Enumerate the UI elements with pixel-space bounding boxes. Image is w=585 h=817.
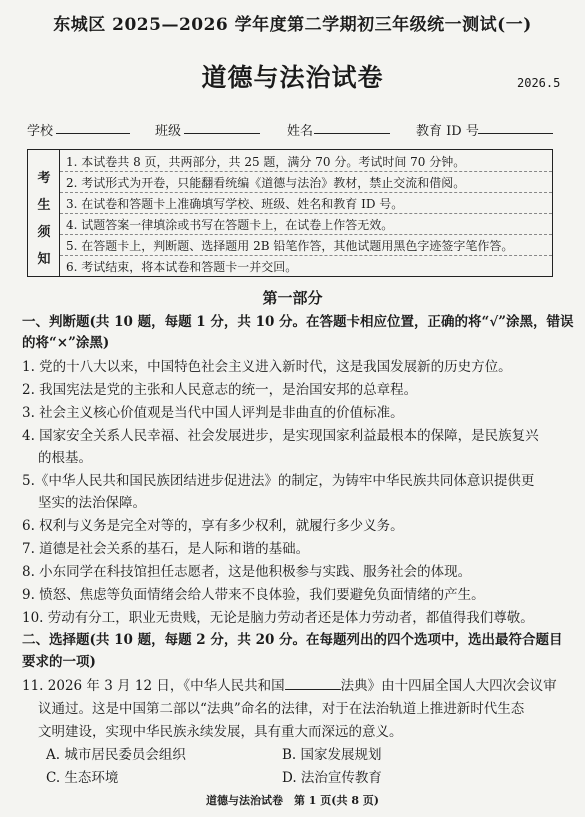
- edu-id-label: 教育 ID 号: [416, 124, 479, 139]
- notice-label-char: 考: [37, 171, 51, 186]
- school-line[interactable]: [56, 133, 130, 134]
- section-two-heading-cont: 要求的一项): [22, 654, 96, 670]
- notice-item: 2. 考试形式为开卷，只能翻看统编《道德与法治》教材，禁止交流和借阅。: [66, 176, 466, 190]
- question-4-cont: 的根基。: [38, 450, 92, 466]
- notice-item: 3. 在试卷和答题卡上准确填写学校、班级、姓名和教育 ID 号。: [66, 197, 404, 211]
- answer-blank: [285, 677, 341, 690]
- question-11-cont: 议通过。这是中国第二部以“法典”命名的法律，对于在法治轨道上推进新时代生态: [38, 701, 525, 717]
- question-11-text-b: 法典》由十四届全国人大四次会议审: [340, 678, 557, 694]
- name-line[interactable]: [314, 133, 390, 134]
- notice-divider: [60, 213, 552, 214]
- notice-label: [28, 150, 60, 276]
- question-1: 1. 党的十八大以来，中国特色社会主义进入新时代，这是我国发展新的历史方位。: [22, 359, 512, 375]
- page-footer: 道德与法治试卷 第 1 页(共 8 页): [205, 794, 380, 807]
- option-d: D. 法治宣传教育: [282, 770, 382, 786]
- section-two-heading: 二、选择题(共 10 题，每题 2 分，共 20 分。在每题列出的四个选项中，选出最符合题目: [22, 632, 563, 648]
- option-a: A. 城市居民委员会组织: [46, 747, 186, 763]
- exam-title: 东城区 2025—2026 学年度第二学期初三年级统一测试(一): [53, 15, 532, 35]
- question-3: 3. 社会主义核心价值观是当代中国人评判是非曲直的价值标准。: [22, 405, 404, 421]
- question-6: 6. 权利与义务是完全对等的，享有多少权利，就履行多少义务。: [22, 518, 404, 534]
- section-one-heading: 一、判断题(共 10 题，每题 1 分，共 10 分。在答题卡相应位置，正确的将“√”涂黑，错误: [22, 314, 574, 330]
- question-11-cont: 文明建设，实现中华民族永续发展，具有重大而深远的意义。: [38, 724, 403, 740]
- option-b: B. 国家发展规划: [282, 747, 382, 763]
- notice-item: 5. 在答题卡上，判断题、选择题用 2B 铅笔作答，其他试题用黑色字迹签字笔作答。: [66, 239, 514, 253]
- notice-item: 1. 本试卷共 8 页，共两部分，共 25 题，满分 70 分。考试时间 70 分钟。: [66, 155, 466, 169]
- question-8: 8. 小东同学在科技馆担任志愿者，这是他积极参与实践、服务社会的体现。: [22, 564, 472, 580]
- subject-title: 道德与法治试卷: [201, 63, 384, 92]
- candidate-notice-box: [27, 149, 553, 277]
- part-one-title: 第一部分: [262, 289, 323, 307]
- school-label: 学校: [27, 124, 54, 139]
- notice-item: 4. 试题答案一律填涂或书写在答题卡上，在试卷上作答无效。: [66, 218, 394, 232]
- class-label: 班级: [155, 124, 182, 139]
- section-one-heading-cont: 的将“×”涂黑): [22, 335, 110, 351]
- notice-divider: [60, 171, 552, 172]
- question-5: 5.《中华人民共和国民族团结进步促进法》的制定，为铸牢中华民族共同体意识提供更: [22, 473, 535, 489]
- question-10: 10. 劳动有分工，职业无贵贱，无论是脑力劳动者还是体力劳动者，都值得我们尊敬。: [22, 610, 534, 626]
- question-11-text-a: 11. 2026 年 3 月 12 日，《中华人民共和国: [22, 678, 285, 694]
- question-7: 7. 道德是社会关系的基石，是人际和谐的基础。: [22, 541, 310, 557]
- notice-label-char: 生: [37, 198, 51, 213]
- notice-divider: [60, 234, 552, 235]
- notice-divider: [60, 192, 552, 193]
- question-9: 9. 愤怒、焦虑等负面情绪会给人带来不良体验，我们要避免负面情绪的产生。: [22, 587, 485, 603]
- question-11: [22, 674, 557, 694]
- notice-label-char: 须: [37, 225, 51, 240]
- name-label: 姓名: [287, 124, 314, 139]
- question-4: 4. 国家安全关系人民幸福、社会发展进步，是实现国家利益最根本的保障，是民族复兴: [22, 428, 539, 444]
- exam-date: 2026.5: [517, 76, 561, 90]
- notice-label-char: 知: [37, 252, 51, 267]
- option-c: C. 生态环境: [46, 770, 119, 786]
- question-5-cont: 坚实的法治保障。: [38, 495, 146, 511]
- question-2: 2. 我国宪法是党的主张和人民意志的统一，是治国安邦的总章程。: [22, 382, 418, 398]
- notice-item: 6. 考试结束，将本试卷和答题卡一并交回。: [66, 260, 298, 274]
- edu-id-line[interactable]: [478, 133, 553, 134]
- notice-divider: [60, 255, 552, 256]
- class-line[interactable]: [184, 133, 260, 134]
